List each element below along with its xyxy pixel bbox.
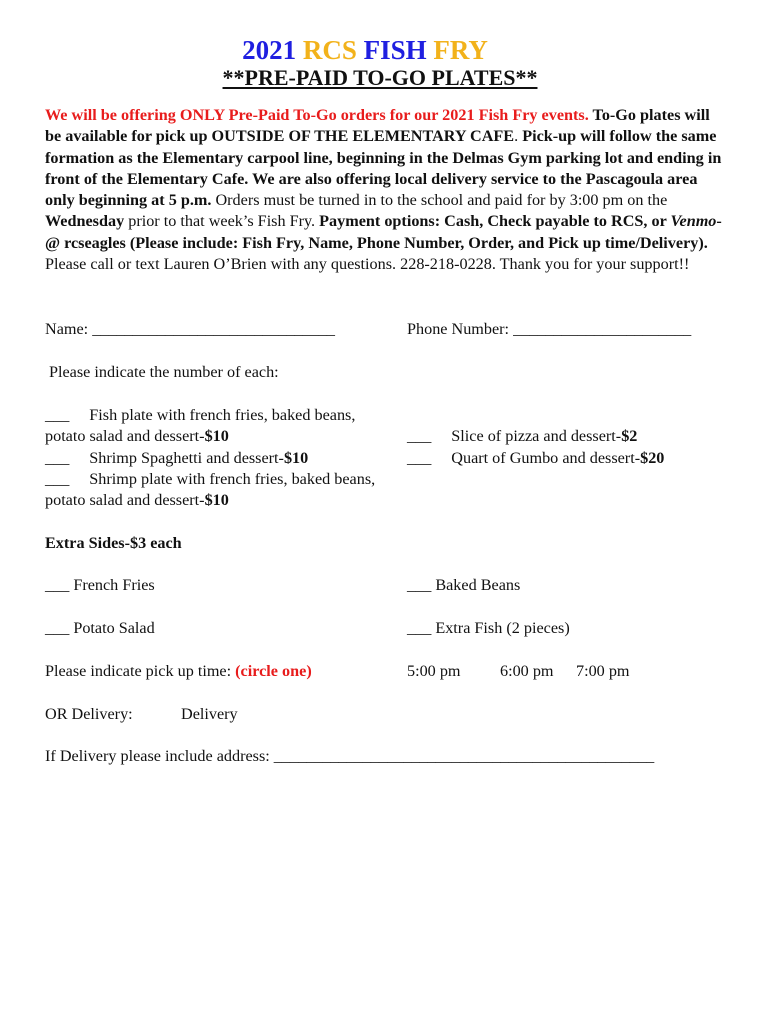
- shrimp-plate-blank: ___: [45, 470, 70, 488]
- pizza-desc: Slice of pizza and dessert-: [451, 427, 622, 445]
- intro-bold-1: To-Go plates will be available for pick up OUTSIDE OF THE ELEMENTARY CAFE: [45, 106, 710, 146]
- spaghetti-price: $10: [283, 449, 309, 467]
- fish-plate-price: $10: [204, 427, 229, 445]
- shrimp-plate-desc-2: potato salad and dessert-: [45, 491, 205, 509]
- fish-plate-desc: Fish plate with french fries, baked beans,: [89, 406, 356, 424]
- pickup-time-6pm[interactable]: 6:00 pm: [500, 662, 554, 680]
- intro-plain-1: .: [514, 127, 523, 146]
- gumbo-price: $20: [640, 449, 665, 467]
- intro-venmo: Venmo: [670, 212, 717, 231]
- gumbo-desc: Quart of Gumbo and dessert-: [451, 449, 641, 467]
- gumbo-blank: ___: [407, 449, 432, 467]
- side-french-fries: ___ French Fries: [45, 576, 155, 594]
- shrimp-plate-desc: Shrimp plate with french fries, baked beans,: [89, 470, 376, 488]
- delivery-option[interactable]: Delivery: [181, 705, 238, 723]
- extra-sides-heading: Extra Sides-$3 each: [45, 534, 182, 552]
- pizza-line: [407, 426, 637, 447]
- intro-bold-payment: Payment options: Cash, Check payable to RCS, or: [319, 212, 671, 231]
- shrimp-plate-price: $10: [204, 491, 229, 509]
- fish-plate-desc-2: potato salad and dessert-: [45, 427, 205, 445]
- side-extra-fish: ___ Extra Fish (2 pieces): [407, 619, 570, 637]
- intro-bold-wednesday: Wednesday: [45, 212, 125, 231]
- spaghetti-line: [45, 448, 308, 469]
- shrimp-plate-line-2: [45, 490, 229, 511]
- intro-paragraph: [45, 105, 725, 275]
- pickup-label-text: Please indicate pick up time:: [45, 662, 236, 680]
- gumbo-line: [407, 448, 664, 469]
- circle-one-note: (circle one): [235, 662, 312, 680]
- intro-plain-4: Please call or text Lauren O’Brien with any questions. 228-218-0228. Thank you for your support!!: [45, 255, 690, 274]
- pizza-price: $2: [621, 427, 638, 445]
- pickup-time-7pm[interactable]: 7:00 pm: [576, 662, 630, 680]
- spaghetti-desc: Shrimp Spaghetti and dessert-: [89, 449, 284, 467]
- title-fish: FISH: [363, 35, 427, 65]
- title-fry: FRY: [433, 35, 488, 65]
- shrimp-plate-line-1: [45, 469, 375, 490]
- or-delivery-label: OR Delivery:: [45, 705, 133, 723]
- title-rcs: RCS: [302, 35, 357, 65]
- side-potato-salad: ___ Potato Salad: [45, 619, 155, 637]
- pizza-blank: ___: [407, 427, 432, 445]
- pickup-time-5pm[interactable]: 5:00 pm: [407, 662, 461, 680]
- page-title: [0, 34, 730, 66]
- pickup-time-label: [45, 661, 312, 682]
- page-subtitle: **PRE-PAID TO-GO PLATES**: [222, 65, 538, 90]
- fish-plate-line-1: [45, 405, 355, 426]
- title-year: 2021: [242, 35, 297, 65]
- phone-field-label: Phone Number: ______________________: [407, 320, 692, 338]
- fish-plate-line-2: [45, 426, 229, 447]
- intro-plain-3: prior to that week’s Fish Fry.: [124, 212, 320, 231]
- intro-bold-venmo-handle: - @ rcseagles (Please include: Fish Fry, Name, Phone Number, Order, and Pick up time/Delivery).: [45, 212, 722, 252]
- side-baked-beans: ___ Baked Beans: [407, 576, 521, 594]
- intro-red-sentence: We will be offering ONLY Pre-Paid To-Go orders for our 2021 Fish Fry events.: [45, 106, 589, 124]
- name-field-label: Name: ______________________________: [45, 320, 336, 338]
- indicate-label: Please indicate the number of each:: [49, 363, 279, 381]
- fish-plate-blank: ___: [45, 406, 70, 424]
- delivery-address-label: If Delivery please include address: _______________________________________________: [45, 747, 655, 765]
- spaghetti-blank: ___: [45, 449, 70, 467]
- intro-bold-2: Pick-up will follow the same formation as the Elementary carpool line, beginning in the Delmas Gym parking lot and ending in front of the Elementary Cafe. We are also offering local delivery service to the Pascagoula area only beginning at 5 p.m.: [45, 127, 722, 210]
- intro-plain-2: Orders must be turned in to the school and paid for by 3:00 pm on the: [211, 191, 668, 210]
